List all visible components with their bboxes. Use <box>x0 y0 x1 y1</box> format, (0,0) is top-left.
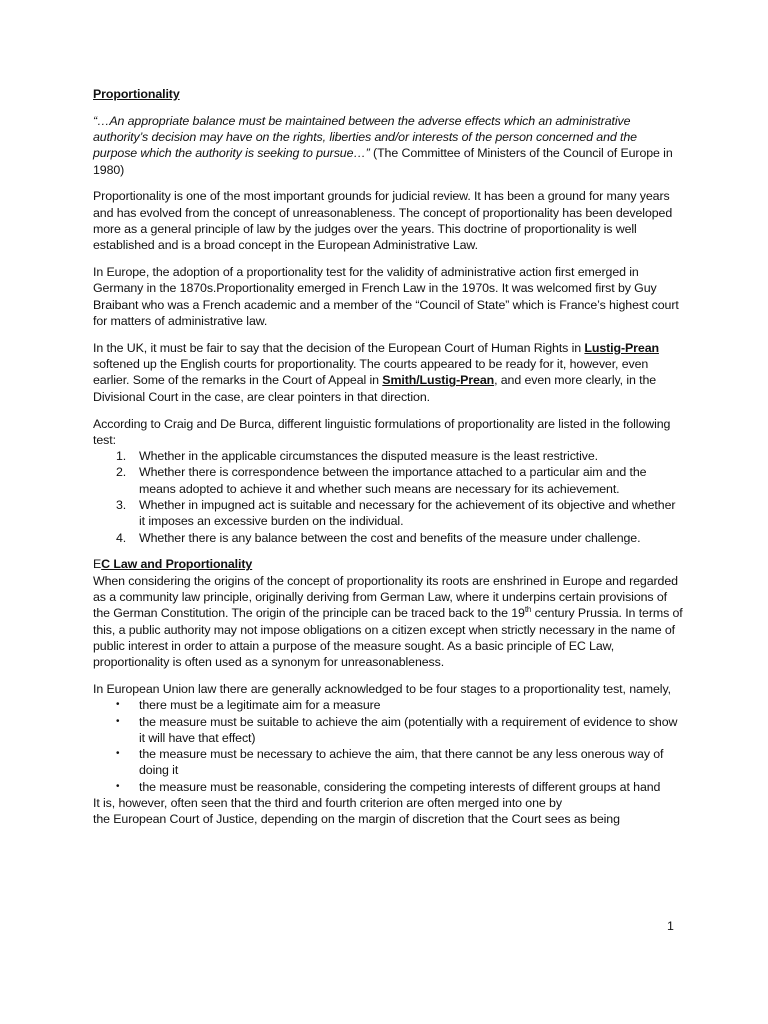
list-marker: 4. <box>116 530 127 545</box>
quote-text: “…An appropriate balance must be maintained between the adverse effects which an administrative authority’s decision may have on the rights, liberties and/or interests of the person concerned and the purpose which the authority is seeking to pursue…” <box>93 113 637 161</box>
section-title-ec-rest: C Law and Proportionality <box>101 557 253 572</box>
list-marker: 1. <box>116 449 127 464</box>
document-body <box>93 86 683 828</box>
paragraph-ecj-merge <box>93 795 683 828</box>
list-item <box>93 697 683 713</box>
paragraph-eu-stages: In European Union law there are generally acknowledged to be four stages to a proportionality test, namely, <box>93 682 671 696</box>
bullet-marker: • <box>116 780 120 792</box>
section-title-ec-law <box>93 556 683 572</box>
paragraph-ec-origins-text-1: When considering the origins of the concept of proportionality its roots are enshrined in Europe and regarded as a community law principle, originally deriving from German Law, where it underpins certain provisions of the German Constitution. The origin of the principle can be traced back to the 19 <box>93 573 678 621</box>
quote-source: (The Committee of Ministers of the Council of Europe in 1980) <box>93 146 673 177</box>
section-title-proportionality: Proportionality <box>93 87 180 101</box>
list-marker: 2. <box>116 465 127 480</box>
list-item-text: the measure must be necessary to achieve the aim, that there cannot be any less onerous way of doing it <box>139 747 664 778</box>
page-number: 1 <box>667 919 674 933</box>
paragraph-craig-de-burca: According to Craig and De Burca, different linguistic formulations of proportionality are listed in the following test: <box>93 416 671 447</box>
paragraph-ecj-line-2: the European Court of Justice, depending on the margin of discretion that the Court sees as being <box>93 812 620 827</box>
section-title-ec-first: E <box>93 557 102 572</box>
list-item-text: there must be a legitimate aim for a measure <box>139 698 381 713</box>
list-item-text: Whether there is correspondence between the importance attached to a particular aim and the means adopted to achieve it and whether such means are necessary for its achievement. <box>139 465 647 496</box>
proportionality-tests-list <box>93 448 683 546</box>
paragraph-intro: Proportionality is one of the most important grounds for judicial review. It has been a ground for many years and has evolved from the concept of unreasonableness. The concept of proportionality has been developed more as a general principle of law by the judges over the years. This doctrine of proportionality is well established and is a broad concept in the European Administrative Law. <box>93 189 673 253</box>
list-marker: 3. <box>116 498 127 513</box>
case-lustig-prean: Lustig-Prean <box>584 340 659 355</box>
opening-quote <box>93 113 683 178</box>
paragraph-ec-origins <box>93 573 683 671</box>
list-item-text: the measure must be reasonable, considering the competing interests of different groups at hand <box>139 779 661 794</box>
paragraph-europe-history: In Europe, the adoption of a proportionality test for the validity of administrative action first emerged in Germany in the 1870s.Proportionality emerged in French Law in the 1970s. It was welcomed first by Guy Braibant who was a French academic and a member of the “Council of State” which is France’s highest court for matters of administrative law. <box>93 265 679 329</box>
list-item-text: Whether there is any balance between the cost and benefits of the measure under challenge. <box>139 530 641 545</box>
paragraph-uk-text-3: , and even more clearly, in the Divisional Court in the case, are clear pointers in that direction. <box>93 373 657 404</box>
eu-stages-list <box>93 697 683 795</box>
list-item <box>93 448 683 464</box>
list-item <box>93 464 683 497</box>
paragraph-ecj-line-1: It is, however, often seen that the third and fourth criterion are often merged into one by <box>93 796 562 811</box>
list-item <box>93 746 683 779</box>
list-item <box>93 714 683 747</box>
list-item-text: Whether in impugned act is suitable and necessary for the achievement of its objective and whether it imposes an excessive burden on the individual. <box>139 498 676 529</box>
paragraph-uk <box>93 340 683 405</box>
bullet-marker: • <box>116 748 120 760</box>
list-item-text: Whether in the applicable circumstances the disputed measure is the least restrictive. <box>139 449 599 464</box>
paragraph-ec-origins-text-2: century Prussia. In terms of this, a public authority may not impose obligations on a citizen except when strictly necessary in the name of public interest in order to attain a purpose of the measure sought. As a basic principle of EC Law, proportionality is often used as a synonym for unreasonableness. <box>93 606 683 670</box>
bullet-marker: • <box>116 699 120 711</box>
superscript-th: th <box>524 605 532 615</box>
case-smith-lustig-prean: Smith/Lustig-Prean <box>382 373 495 388</box>
list-item <box>93 530 683 546</box>
list-item-text: the measure must be suitable to achieve the aim (potentially with a requirement of evidence to show it will have that effect) <box>139 714 678 745</box>
paragraph-uk-text-1: In the UK, it must be fair to say that the decision of the European Court of Human Rights in <box>93 340 585 355</box>
list-item <box>93 779 683 795</box>
bullet-marker: • <box>116 715 120 727</box>
list-item <box>93 497 683 530</box>
paragraph-uk-text-2: softened up the English courts for proportionality. The courts appeared to be ready for it, however, even earlier. Some of the remarks in the Court of Appeal in <box>93 357 649 388</box>
